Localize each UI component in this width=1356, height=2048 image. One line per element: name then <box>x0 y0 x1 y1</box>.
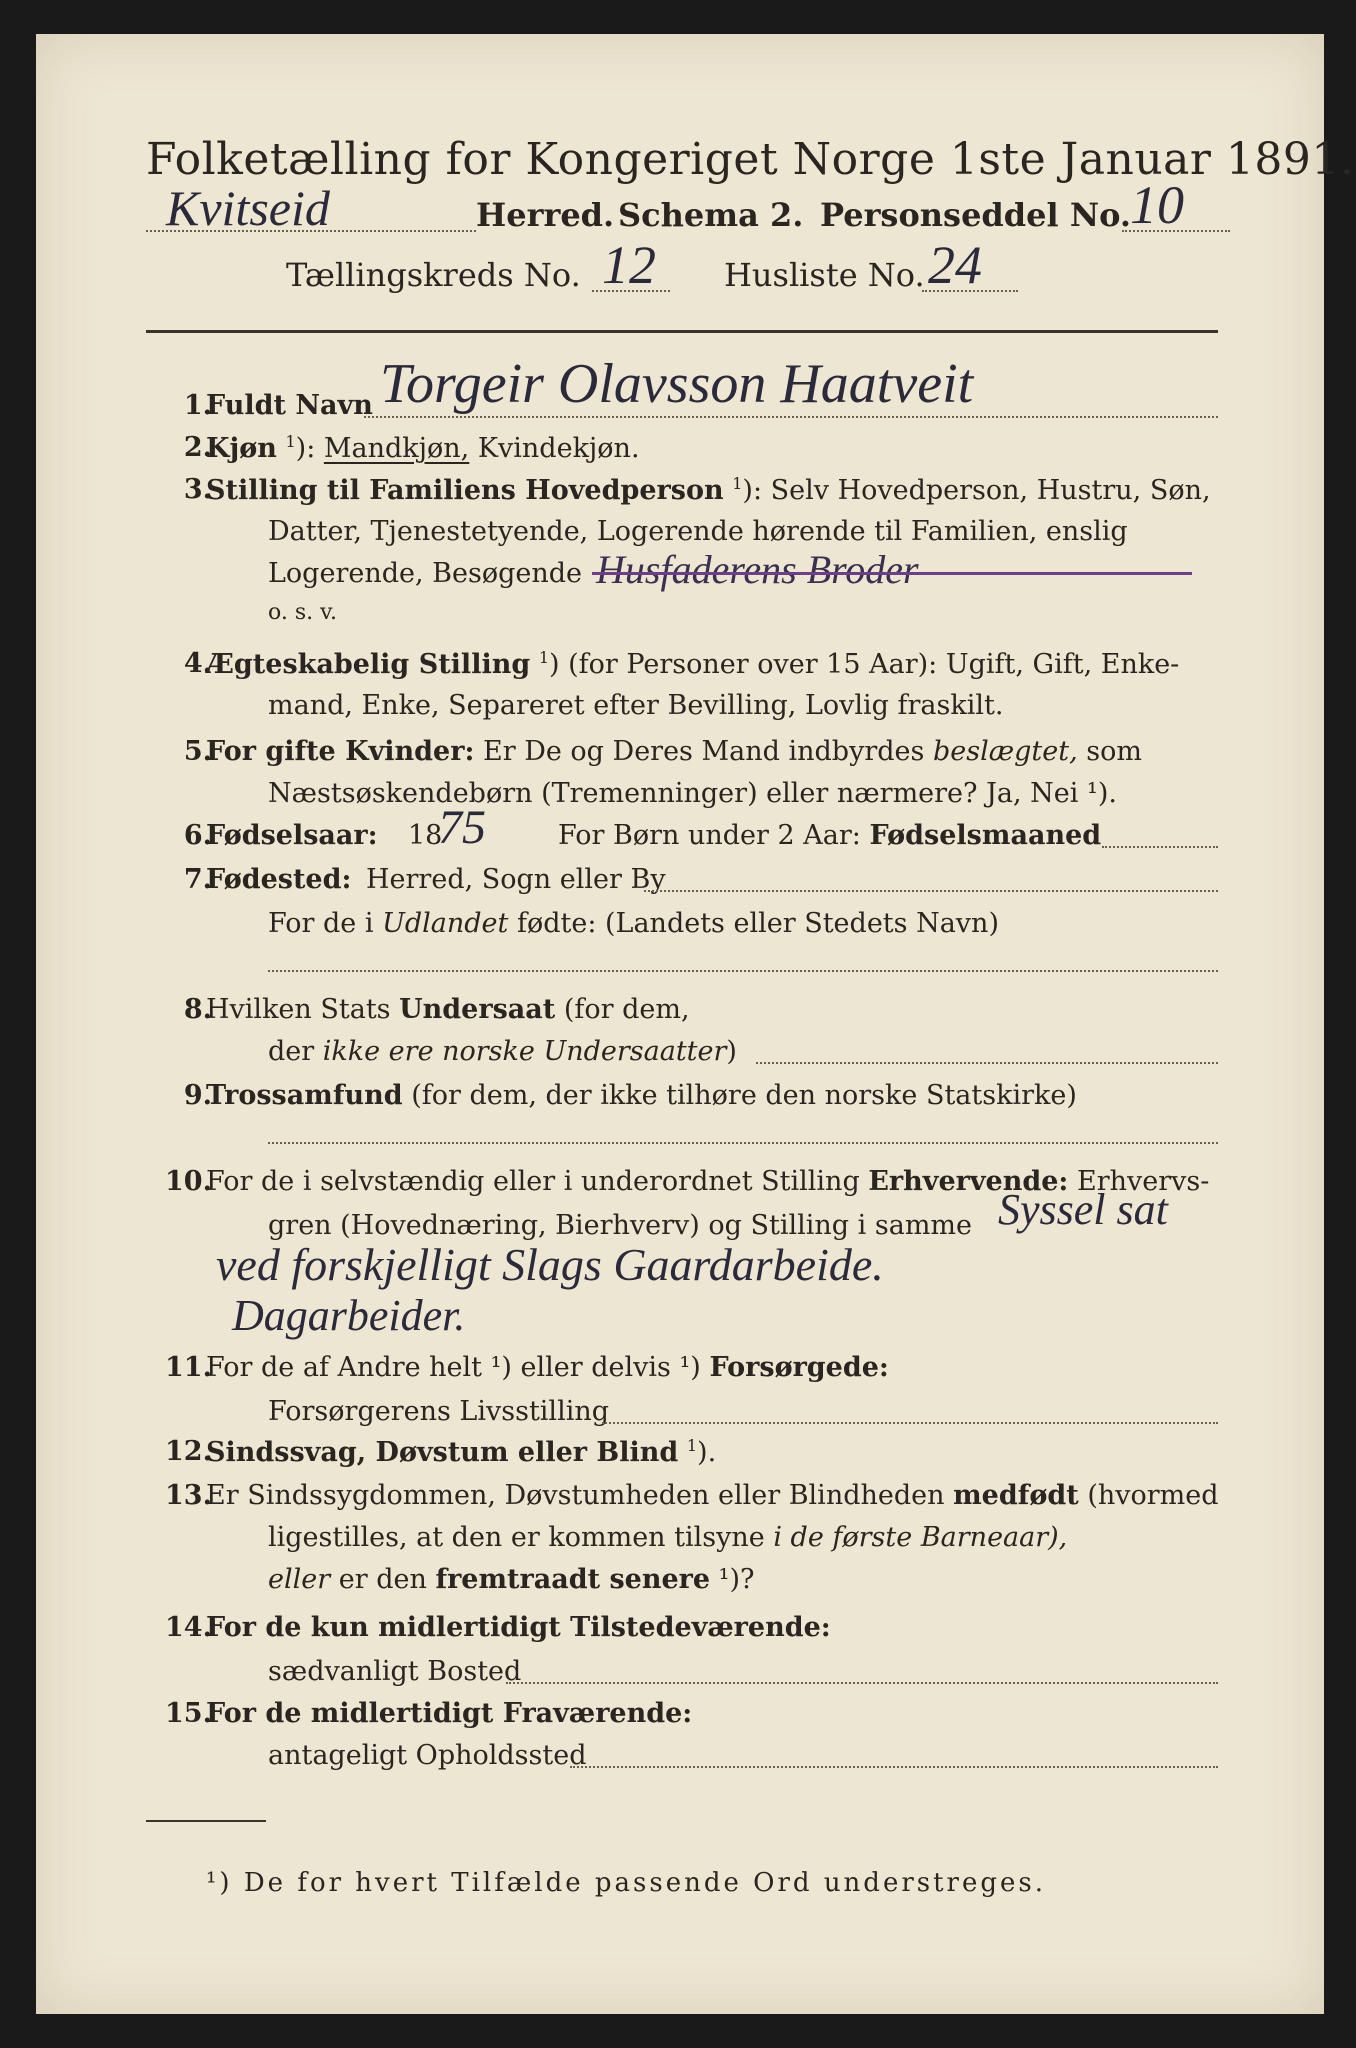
item-2-label: Kjøn <box>206 433 277 464</box>
item-13-line3-ital: eller <box>268 1564 331 1595</box>
item-9-rest: (for dem, der ikke tilhøre den norske Statskirke) <box>411 1080 1077 1111</box>
item-10-line1-end: Erhvervs- <box>1077 1166 1210 1197</box>
item-5-line2: Næstsøskendebørn (Tremenninger) eller nærmere? Ja, Nei ¹). <box>268 778 1117 809</box>
item-15-number: 15. <box>165 1698 212 1729</box>
item-3-line1: Stilling til Familiens Hovedperson $^1$): Selv Hovedperson, Hustru, Søn, <box>206 474 1211 506</box>
item-9-dotline <box>268 1142 1218 1144</box>
item-5-line1-end: som <box>1086 736 1142 767</box>
item-10-value-2: ved forskjelligt Slags Gaardarbeide. <box>216 1239 884 1290</box>
item-7-line2-ital: Udlandet <box>382 908 509 939</box>
item-4-line1-rest: (for Personer over 15 Aar): Ugift, Gift, Enke- <box>568 649 1180 680</box>
item-5-line1 <box>206 736 1142 767</box>
item-14-dotline <box>506 1682 1218 1684</box>
item-11-line2: Forsørgerens Livsstilling <box>268 1396 610 1427</box>
item-13-line3-end: ¹)? <box>718 1564 755 1595</box>
item-7-label: Fødested: <box>206 864 352 895</box>
item-3-line4: o. s. v. <box>268 600 337 625</box>
item-13-line1-bold: medfødt <box>953 1480 1079 1511</box>
item-10-line2: gren (Hovednæring, Bierhverv) og Stilling i samme <box>268 1210 973 1241</box>
item-11-line1 <box>206 1352 889 1383</box>
item-10-value-1: Syssel sat <box>998 1185 1168 1234</box>
item-5-number: 5. <box>183 736 212 767</box>
item-13-line3-pre: er den <box>338 1564 427 1595</box>
item-15-dotline <box>570 1766 1218 1768</box>
item-11-dotline <box>602 1422 1218 1424</box>
item-4-label: Ægteskabelig Stilling <box>206 649 531 680</box>
item-14-number: 14. <box>165 1612 212 1643</box>
item-12-sup: 1 <box>686 1436 698 1455</box>
item-8-label: Undersaat <box>399 994 556 1025</box>
item-11-line1-pre: For de af Andre helt ¹) eller delvis ¹) <box>206 1352 701 1383</box>
footnote: ¹) De for hvert Tilfælde passende Ord understreges. <box>206 1868 1047 1898</box>
item-2-opt-kvindekjon: Kvindekjøn. <box>477 433 640 464</box>
herred-label: Herred. <box>476 196 615 234</box>
item-1-label: Fuldt Navn <box>206 390 373 421</box>
item-2-sup: 1 <box>285 432 296 451</box>
item-3-sup: 1 <box>732 474 743 493</box>
item-8-label-pre: Hvilken Stats <box>206 994 391 1025</box>
item-10-line1-bold: Erhvervende: <box>868 1166 1069 1197</box>
item-12-line: Sindssvag, Døvstum eller Blind $^1$). <box>206 1436 717 1468</box>
form-title: Folketælling for Kongeriget Norge 1ste Januar 1891. <box>146 134 1355 185</box>
item-5-line1-ital: beslægtet, <box>932 736 1078 767</box>
item-7-line2-pre: For de i <box>268 908 374 939</box>
item-3-number: 3. <box>183 474 212 505</box>
item-4-line2: mand, Enke, Separeret efter Bevilling, Lovlig fraskilt. <box>268 690 1004 721</box>
item-14-line2: sædvanligt Bosted <box>268 1656 522 1687</box>
item-8-line2-ital: ikke ere norske Undersaatter <box>322 1036 727 1067</box>
item-13-line2 <box>268 1522 1067 1553</box>
item-6-dotline <box>1102 846 1218 848</box>
item-8-line2: der ikke ere norske Undersaatter) <box>268 1036 737 1067</box>
item-10-value-3: Dagarbeider. <box>232 1291 466 1340</box>
item-6-label: Fødselsaar: <box>206 820 378 851</box>
item-6-prefix: 18 <box>408 820 443 851</box>
footnote-rule <box>146 1820 266 1822</box>
item-5-line1-rest: Er De og Deres Mand indbyrdes <box>483 736 925 767</box>
item-7-dotline-2 <box>268 970 1218 972</box>
item-4-sup: 1 <box>538 648 549 667</box>
item-4-line1: Ægteskabelig Stilling $^1$) (for Personer over 15 Aar): Ugift, Gift, Enke- <box>206 648 1180 680</box>
item-5-label: For gifte Kvinder: <box>206 736 475 767</box>
item-1-number: 1. <box>183 390 212 421</box>
item-3-line3: Logerende, Besøgende <box>268 558 582 589</box>
item-7-line2-rest: fødte: (Landets eller Stedets Navn) <box>516 908 999 939</box>
item-8-line1 <box>206 994 690 1025</box>
item-2-number: 2. <box>183 432 212 463</box>
item-15-line2: antageligt Opholdssted <box>268 1740 587 1771</box>
kreds-value: 12 <box>602 235 656 295</box>
item-8-number: 8. <box>183 994 212 1025</box>
item-2-opt-mandkjon: Mandkjøn, <box>323 433 470 464</box>
item-3-line2: Datter, Tjenestetyende, Logerende hørende til Familien, enslig <box>268 516 1128 547</box>
husliste-label: Husliste No. <box>724 256 925 294</box>
item-8-dotline <box>756 1062 1218 1064</box>
item-15-label: For de midlertidigt Fraværende: <box>206 1698 693 1729</box>
item-13-line1-end: (hvormed <box>1087 1480 1219 1511</box>
census-form <box>36 34 1355 2014</box>
item-1-value: Torgeir Olavsson Haatveit <box>380 353 974 415</box>
header-rule <box>146 330 1218 333</box>
item-14-label: For de kun midlertidigt Tilstedeværende: <box>206 1612 831 1643</box>
item-3-label: Stilling til Familiens Hovedperson <box>206 475 724 506</box>
item-7-number: 7. <box>183 864 212 895</box>
item-6-rest <box>558 820 1101 851</box>
herred-value: Kvitseid <box>166 180 330 236</box>
item-7-rest: Herred, Sogn eller By <box>366 864 666 895</box>
item-9-number: 9. <box>183 1080 212 1111</box>
item-6-number: 6. <box>183 820 212 851</box>
item-2-line: Kjøn $^1$): Mandkjøn, Kvindekjøn. <box>206 432 640 464</box>
item-13-line3-bold: fremtraadt senere <box>435 1564 711 1595</box>
item-3-strike-line <box>592 572 1192 575</box>
item-13-line2-ital: i de første Barneaar), <box>773 1522 1068 1553</box>
item-13-line1-pre: Er Sindssygdommen, Døvstumheden eller Blindheden <box>206 1480 945 1511</box>
item-10-line1-text: For de i selvstændig eller i underordnet Stilling <box>206 1166 860 1197</box>
item-12-label: Sindssvag, Døvstum eller Blind <box>206 1437 679 1468</box>
item-3-line1-rest: Selv Hovedperson, Hustru, Søn, <box>770 475 1211 506</box>
item-4-number: 4. <box>183 648 212 679</box>
item-13-line3 <box>268 1564 755 1595</box>
item-12-number: 12. <box>165 1436 212 1467</box>
item-6-value: 75 <box>438 801 486 854</box>
item-11-number: 11. <box>165 1352 212 1383</box>
item-13-number: 13. <box>165 1480 212 1511</box>
personseddel-value: 10 <box>1130 175 1184 235</box>
schema-label: Schema 2. <box>618 196 804 234</box>
item-7-line2 <box>268 908 999 939</box>
item-13-line2-pre: ligestilles, at den er kommen tilsyne <box>268 1522 765 1553</box>
item-11-line1-bold: Forsørgede: <box>709 1352 889 1383</box>
item-3-value-crossed: Husfaderens Broder <box>596 547 919 592</box>
husliste-value: 24 <box>928 235 982 295</box>
item-8-line2-pre: der <box>268 1036 315 1067</box>
item-7-dotline <box>644 890 1218 892</box>
item-1-dotline <box>364 416 1218 418</box>
item-13-line1 <box>206 1480 1219 1511</box>
item-6-rest-text: For Børn under 2 Aar: <box>558 820 861 851</box>
item-9-label: Trossamfund <box>206 1080 403 1111</box>
personseddel-label: Personseddel No. <box>820 196 1131 234</box>
item-8-rest: (for dem, <box>563 994 690 1025</box>
item-10-number: 10. <box>165 1166 212 1197</box>
kreds-label: Tællingskreds No. <box>286 256 581 294</box>
item-6-rest-bold: Fødselsmaaned <box>869 820 1102 851</box>
item-9-line1 <box>206 1080 1077 1111</box>
